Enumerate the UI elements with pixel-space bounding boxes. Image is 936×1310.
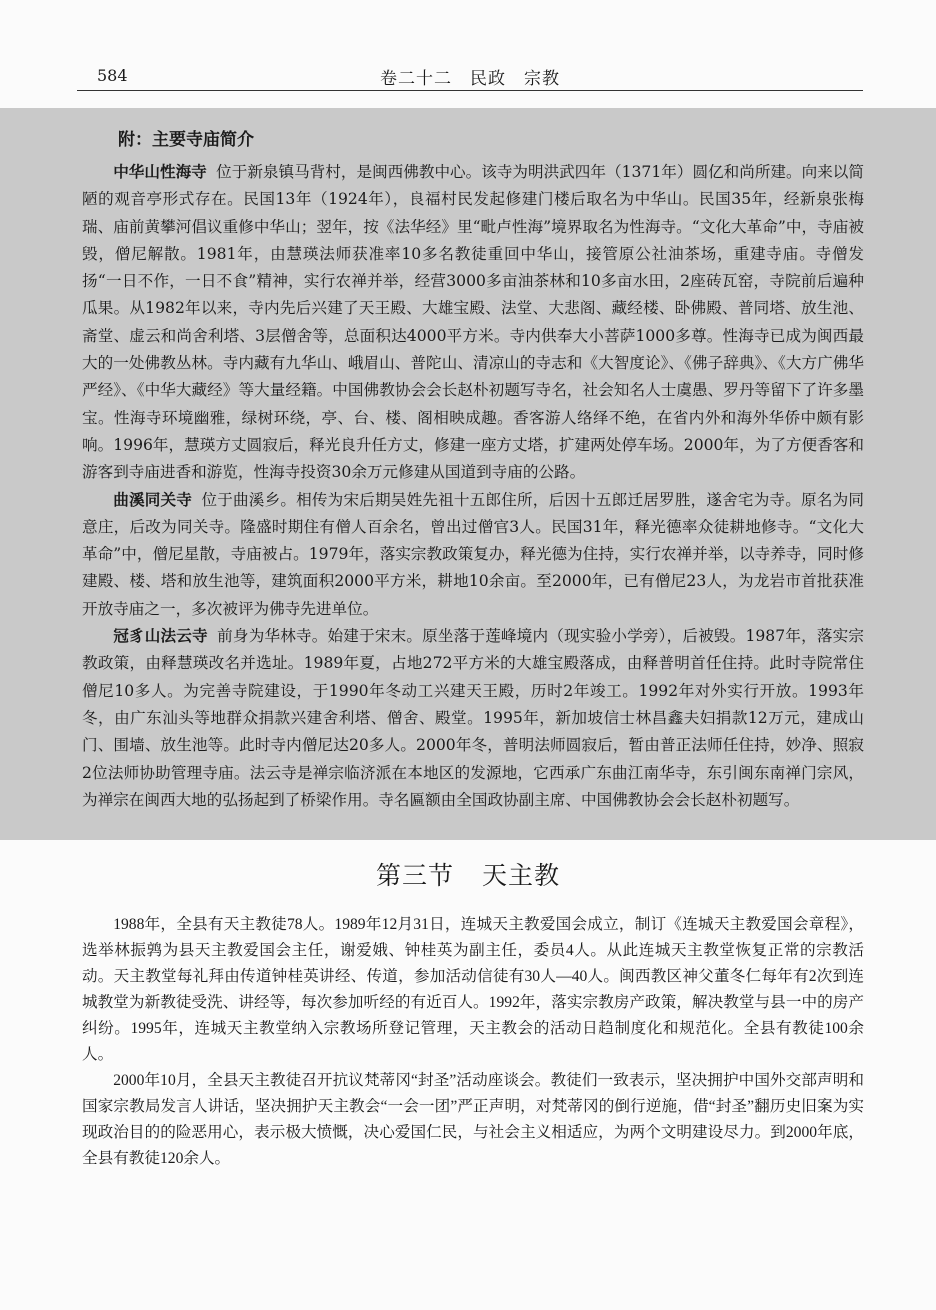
temple-name: 冠豸山法云寺 xyxy=(113,627,208,646)
temple-description: 前身为华林寺。始建于宋末。原坐落于莲峰境内（现实验小学旁），后被毁。1987年，落实宗教政策，由释慧瑛改名并选址。1989年夏，占地272平方米的大雄宝殿落成，由释普明首任住持。此时寺院常住僧尼10多人。为完善寺院建设，于1990年冬动工兴建天王殿，历时2年竣工。1992年对外实行开放。1993年冬，由广东汕头等地群众捐款兴建舍利塔、僧舍、殿堂。1995年，新加坡信士林昌鑫夫妇捐款12万元，建成山门、围墙、放生池等。此时寺内僧尼达20多人。2000年冬，普明法师圆寂后，暂由普正法师任住持，妙净、照寂2位法师协助管理寺庙。法云寺是禅宗临济派在本地区的发源地，它西承广东曲江南华寺，东引闽东南禅门宗风，为禅宗在闽西大地的弘扬起到了桥梁作用。寺名匾额由全国政协副主席、中国佛教协会会长赵朴初题写。 xyxy=(82,627,864,809)
temple-name: 曲溪同关寺 xyxy=(113,490,193,509)
running-title: 卷二十二 民政 宗教 xyxy=(380,69,560,89)
appendix-body xyxy=(82,159,864,814)
temple-entry-xinghai xyxy=(82,159,864,487)
section-heading xyxy=(0,856,936,892)
temple-description: 位于曲溪乡。相传为宋后期吴姓先祖十五郎住所，后因十五郎迁居罗胜，遂舍宅为寺。原名为同意庄，后改为同关寺。隆盛时期住有僧人百余名，曾出过僧官3人。民国31年，释光德率众徒耕地修寺。“文化大革命”中，僧尼星散，寺庙被占。1979年，落实宗教政策复办，释光德为住持，实行农禅并举，以寺养寺，同时修建殿、楼、塔和放生池等，建筑面积2000平方米，耕地10余亩。至2000年，已有僧尼23人，为龙岩市首批获准开放寺庙之一，多次被评为佛寺先进单位。 xyxy=(82,490,864,618)
page-header xyxy=(77,64,863,91)
temple-description: 位于新泉镇马背村，是闽西佛教中心。该寺为明洪武四年（1371年）圆亿和尚所建。向来以简陋的观音亭形式存在。民国13年（1924年），良福村民发起修建门楼后取名为中华山。民国35年，经新泉张梅瑞、庙前黄攀河倡议重修中华山；翌年，按《法华经》里“毗卢性海”境界取名为性海寺。“文化大革命”中，寺庙被毁，僧尼解散。1981年，由慧瑛法师获准率10多名教徒重回中华山，接管原公社油茶场，重建寺庙。寺僧发扬“一日不作，一日不食”精神，实行农禅并举，经营3000多亩油茶林和10多亩水田，2座砖瓦窑，寺院前后遍种瓜果。从1982年以来，寺内先后兴建了天王殿、大雄宝殿、法堂、大悲阁、藏经楼、卧佛殿、普同塔、放生池、斋堂、虚云和尚舍利塔、3层僧舍等，总面积达4000平方米。寺内供奉大小菩萨1000多尊。性海寺已成为闽西最大的一处佛教丛林。寺内藏有九华山、峨眉山、普陀山、清凉山的寺志和《大智度论》、《佛子辞典》、《大方广佛华严经》、《中华大藏经》等大量经籍。中国佛教协会会长赵朴初题写寺名，社会知名人士虞愚、罗丹等留下了许多墨宝。性海寺环境幽雅，绿树环绕，亭、台、楼、阁相映成趣。香客游人络绎不绝，在省内外和海外华侨中颇有影响。1996年，慧瑛方丈圆寂后，释光良升任方丈，修建一座方丈塔，扩建两处停车场。2000年，为了方便香客和游客到寺庙进香和游览，性海寺投资30余万元修建从国道到寺庙的公路。 xyxy=(82,163,864,482)
temple-entry-fayun xyxy=(82,623,864,814)
body-paragraph: 2000年10月，全县天主教徒召开抗议梵蒂冈“封圣”活动座谈会。教徒们一致表示，坚决拥护中国外交部声明和国家宗教局发言人讲话，坚决拥护天主教会“一会一团”严正声明，对梵蒂冈的倒行逆施，借“封圣”翻历史旧案为实现政治目的的险恶用心，表示极大愤慨，决心爱国仁民，与社会主义相适应，为两个文明建设尽力。到2000年底，全县有教徒120余人。 xyxy=(82,1072,864,1167)
appendix-heading: 附：主要寺庙简介 xyxy=(118,130,254,150)
page-number: 584 xyxy=(97,66,128,85)
temple-name: 中华山性海寺 xyxy=(113,163,207,181)
section-title: 天主教 xyxy=(482,861,561,890)
section-body xyxy=(82,912,864,1172)
temple-entry-tongguan xyxy=(82,487,864,623)
body-paragraph: 1988年，全县有天主教徒78人。1989年12月31日，连城天主教爱国会成立，制订《连城天主教爱国会章程》，选举林振鹑为县天主教爱国会主任，谢爱娥、钟桂英为副主任，委员4人。从此连城天主教堂恢复正常的宗教活动。天主教堂每礼拜由传道钟桂英讲经、传道，参加活动信徒有30人—40人。闽西教区神父董冬仁每年有2次到连城教堂为新教徒受洗、讲经等，每次参加听经的有近百人。1992年，落实宗教房产政策，解决教堂与县一中的房产纠纷。1995年，连城天主教堂纳入宗教场所登记管理，天主教会的活动日趋制度化和规范化。全县有教徒100余人。 xyxy=(82,916,864,1063)
section-number: 第三节 xyxy=(375,861,454,890)
